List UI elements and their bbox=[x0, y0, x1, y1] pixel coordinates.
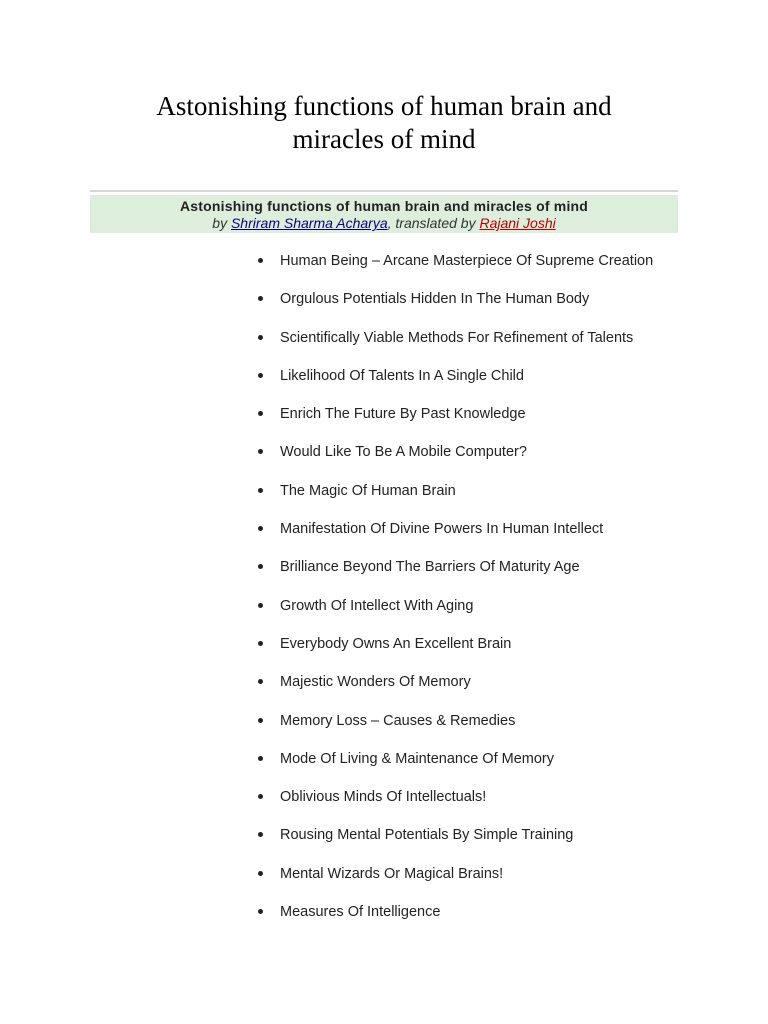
list-item-label: Mental Wizards Or Magical Brains! bbox=[280, 865, 504, 882]
list-item bbox=[258, 251, 653, 289]
list-item bbox=[258, 902, 653, 940]
list-item bbox=[258, 787, 653, 825]
list-item-label: Measures Of Intelligence bbox=[280, 904, 441, 921]
page-title-line-2: miracles of mind bbox=[292, 124, 476, 154]
list-item-label: Human Being – Arcane Masterpiece Of Supreme Creation bbox=[280, 253, 654, 269]
list-item-label: Enrich The Future By Past Knowledge bbox=[280, 406, 526, 423]
bullet-icon bbox=[258, 258, 263, 263]
list-item-label: Memory Loss – Causes & Remedies bbox=[280, 712, 516, 729]
page-title-line-1: Astonishing functions of human brain and bbox=[156, 91, 612, 121]
list-item bbox=[258, 289, 653, 327]
author-link[interactable]: Shriram Sharma Acharya bbox=[230, 215, 388, 231]
byline bbox=[90, 215, 678, 232]
list-item bbox=[258, 366, 653, 404]
header-divider bbox=[90, 190, 678, 192]
list-item-label: Rousing Mental Potentials By Simple Training bbox=[280, 827, 574, 844]
list-item-label: The Magic Of Human Brain bbox=[280, 482, 456, 499]
list-item bbox=[258, 481, 653, 519]
list-item-label: Oblivious Minds Of Intellectuals! bbox=[280, 789, 487, 806]
page-title bbox=[0, 90, 768, 156]
list-item bbox=[258, 442, 653, 480]
list-item bbox=[258, 711, 653, 749]
bullet-icon bbox=[258, 335, 263, 340]
bullet-icon bbox=[258, 373, 263, 378]
list-item-label: Scientifically Viable Methods For Refinement of Talents bbox=[280, 329, 634, 346]
bullet-icon bbox=[258, 871, 263, 876]
bullet-icon bbox=[258, 449, 263, 454]
bullet-icon bbox=[258, 526, 263, 531]
list-item-label: Growth Of Intellect With Aging bbox=[280, 597, 474, 614]
list-item-label: Brilliance Beyond The Barriers Of Maturity Age bbox=[280, 559, 580, 576]
list-item bbox=[258, 634, 653, 672]
list-item-label: Orgulous Potentials Hidden In The Human Body bbox=[280, 291, 590, 308]
list-item-label: Manifestation Of Divine Powers In Human Intellect bbox=[280, 521, 604, 538]
translator-link[interactable]: Rajani Joshi bbox=[479, 215, 556, 231]
bullet-icon bbox=[258, 794, 263, 799]
list-item-label: Would Like To Be A Mobile Computer? bbox=[280, 444, 527, 461]
list-item-label: Mode Of Living & Maintenance Of Memory bbox=[280, 750, 555, 767]
bullet-icon bbox=[258, 564, 263, 569]
bullet-icon bbox=[258, 679, 263, 684]
book-title: Astonishing functions of human brain and miracles of mind bbox=[179, 198, 589, 214]
list-item bbox=[258, 825, 653, 863]
list-item-label: Everybody Owns An Excellent Brain bbox=[280, 635, 512, 652]
table-of-contents bbox=[258, 251, 653, 940]
list-item bbox=[258, 519, 653, 557]
list-item-label: Likelihood Of Talents In A Single Child bbox=[280, 367, 524, 384]
list-item bbox=[258, 404, 653, 442]
bullet-icon bbox=[258, 756, 263, 761]
bullet-icon bbox=[258, 603, 263, 608]
book-header-box bbox=[90, 195, 678, 233]
list-item bbox=[258, 328, 653, 366]
byline-by-text: by bbox=[212, 215, 231, 231]
list-item bbox=[258, 864, 653, 902]
bullet-icon bbox=[258, 488, 263, 493]
list-item bbox=[258, 596, 653, 634]
bullet-icon bbox=[258, 296, 263, 301]
list-item bbox=[258, 557, 653, 595]
list-item bbox=[258, 749, 653, 787]
bullet-icon bbox=[258, 909, 263, 914]
bullet-icon bbox=[258, 411, 263, 416]
list-item-label: Majestic Wonders Of Memory bbox=[280, 674, 471, 691]
bullet-icon bbox=[258, 832, 263, 837]
bullet-icon bbox=[258, 718, 263, 723]
list-item bbox=[258, 672, 653, 710]
byline-translated-text: , translated by bbox=[387, 215, 480, 231]
bullet-icon bbox=[258, 641, 263, 646]
